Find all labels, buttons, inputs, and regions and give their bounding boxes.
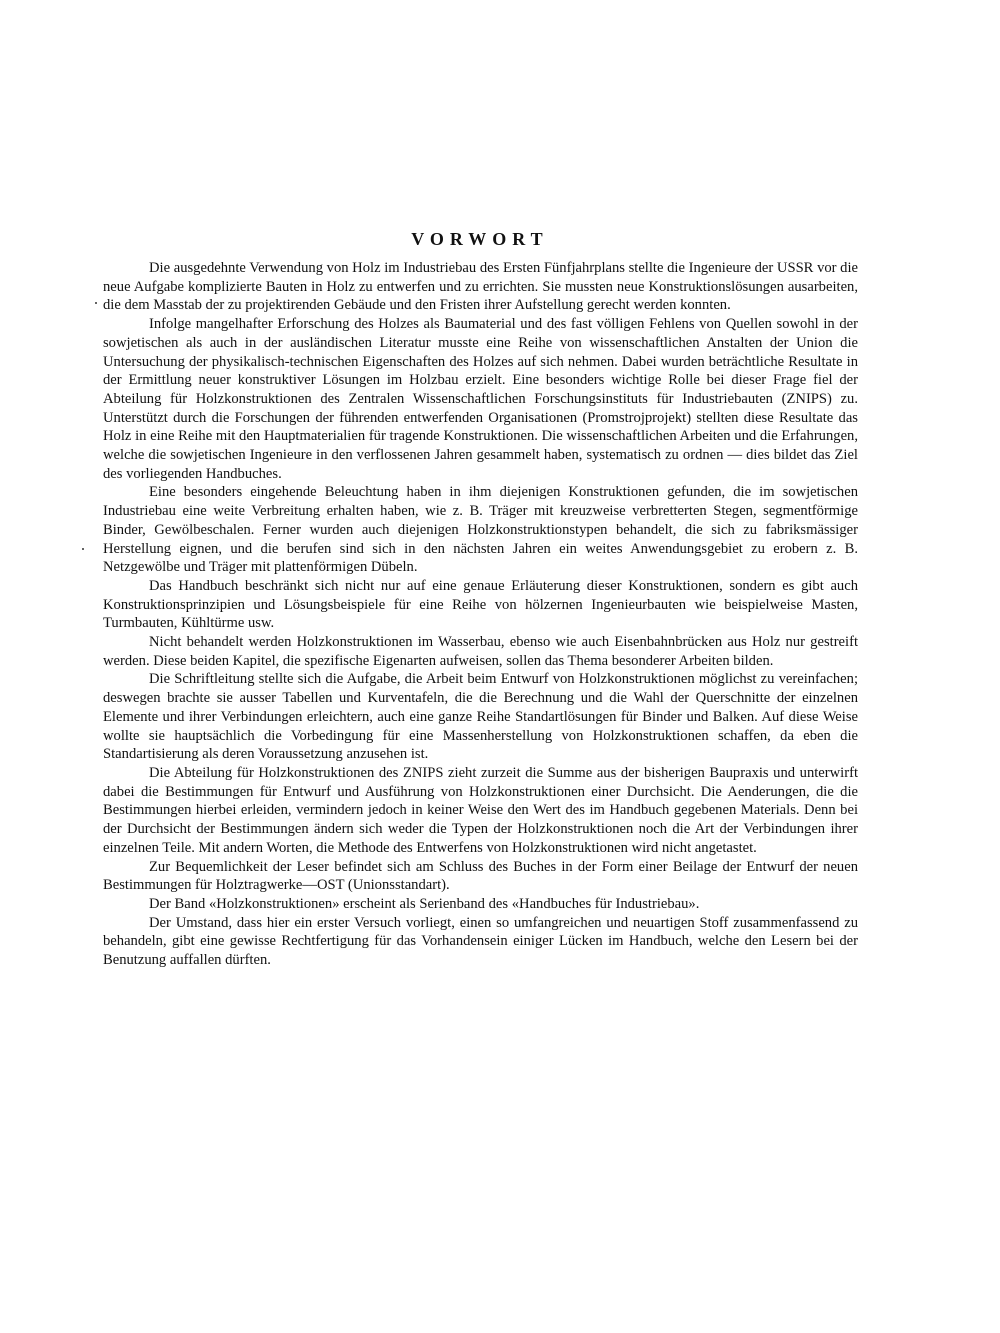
paragraph-8: Zur Bequemlichkeit der Leser befindet sich am Schluss des Buches in der Form einer Beilage der Entwurf der neuen Bestimmungen für Holztragwerke—OST (Unionsstandart). [103,858,858,894]
paragraph-5: Nicht behandelt werden Holzkonstruktionen im Wasserbau, ebenso wie auch Eisenbahnbrücken aus Holz nur gestreift werden. Diese beiden Kapitel, die spezifische Eigenarten aufweisen, sollen das Thema besonderer Arbeiten bilden. [103,634,858,669]
paragraph-7: Die Abteilung für Holzkonstruktionen des ZNIPS zieht zurzeit die Summe aus der bisherigen Baupraxis und unterwirft dabei die Bestimmungen für Entwurf und Ausführung von Holzkonstruktionen einer Durchsicht. Die Aenderungen, die die Bestimmungen hierbei erleiden, vermindern jedoch in keiner Weise den Wert des im Handbuch gegebenen Materials. Denn bei der Durchsicht der Bestimmungen ändern sich weder die Typen der Holzkonstruktionen noch die Art der Verbindungen ihrer einzelnen Teile. Mit andern Worten, die Methode des Entwerfens von Holzkonstruktionen wird nicht angetastet. [103,764,858,856]
paragraph-9: Der Band «Holzkonstruktionen» erscheint als Serienband des «Handbuches für Industriebau». [149,895,700,912]
scan-speck [82,548,84,550]
preface-body [103,259,858,970]
paragraph-4: Das Handbuch beschränkt sich nicht nur auf eine genaue Erläuterung dieser Konstruktionen, sondern es gibt auch Konstruktionsprinzipien und Lösungsbeispiele für eine Reihe von hölzernen Ingenieurbauten wie beispielweise Masten, Turmbauten, Kühltürme usw. [103,577,858,632]
scan-speck [95,302,97,304]
paragraph-2: Infolge mangelhafter Erforschung des Holzes als Baumaterial und des fast völligen Fehlens von Quellen sowohl in der sowjetischen als auch in der ausländischen Literatur musste eine Reihe von wissenschaftlichen Anstalten der Union die Untersuchung der physikalisch-technischen Eigenschaften des Holzes auf sich nehmen. Dabei wurden beträchtliche Resultate in der Ermittlung neuer konstruktiver Lösungen im Holzbau erzielt. Eine besonders wichtige Rolle bei dieser Frage fiel der Abteilung für Holzkonstruktionen des Zentralen Wissenschaftlichen Forschungsinstituts für Industriebauten (ZNIPS) zu. Unterstützt durch die Forschungen der führenden entwerfenden Organisationen (Promstrojprojekt) stellten diese Resultate das Holz in eine Reihe mit den Hauptmaterialien für tragende Konstruktionen. Die wissenschaftlichen Arbeiten und die Erfahrungen, welche die sowjetischen Ingenieure in den verflossenen Jahren gesammelt haben, systematisch zu ordnen — dies bildet das Ziel des vorliegenden Handbuches. [103,316,858,482]
paragraph-1: Die ausgedehnte Verwendung von Holz im Industriebau des Ersten Fünfjahrplans stellte die Ingenieure der USSR vor die neue Aufgabe komplizierte Bauten in Holz zu entwerfen und zu errichten. Sie mussten neue Konstruktionslösungen ausarbeiten, die dem Masstab der zu projektirenden Gebäude und den Fristen ihrer Aufstellung gerecht werden konnten. [103,260,858,314]
paragraph-10: Der Umstand, dass hier ein erster Versuch vorliegt, einen so umfangreichen und neuartigen Stoff zusammenfassend zu behandeln, gibt eine gewisse Rechtfertigung für das Vorhandensein einiger Lücken im Handbuch, welche den Lesern bei der Benutzung auffallen dürften. [103,914,858,969]
paragraph-6: Die Schriftleitung stellte sich die Aufgabe, die Arbeit beim Entwurf von Holzkonstruktionen möglichst zu vereinfachen; deswegen brachte sie ausser Tabellen und Kurventafeln, die die Berechnung und die Wahl der Querschnitte der einzelnen Elemente und ihrer Verbindungen erleichtern, auch eine ganze Reihe Standartlösungen für Binder und Balken. Auf diese Weise wollte sie hauptsächlich die Vorbedingung für eine Massenherstellung von Holzkonstruktionen schaffen, da eben die Standartisierung als deren Voraussetzung anzusehen ist. [103,671,858,763]
page-title: VORWORT [411,229,549,249]
paragraph-3: Eine besonders eingehende Beleuchtung haben in ihm diejenigen Konstruktionen gefunden, die im sowjetischen Industriebau eine weite Verbreitung erhalten haben, wie z. B. Träger mit kreuzweise verbretterten Stegen, segmentförmige Binder, Gewölbeschalen. Ferner wurden auch diejenigen Holzkonstruktionstypen behandelt, die sich zu fabriksmässiger Herstellung eignen, und die berufen sind sich in den nächsten Jahren ein weites Anwendungsgebiet zu erobern z. B. Netzgewölbe und Träger mit plattenförmigen Dübeln. [103,484,858,576]
